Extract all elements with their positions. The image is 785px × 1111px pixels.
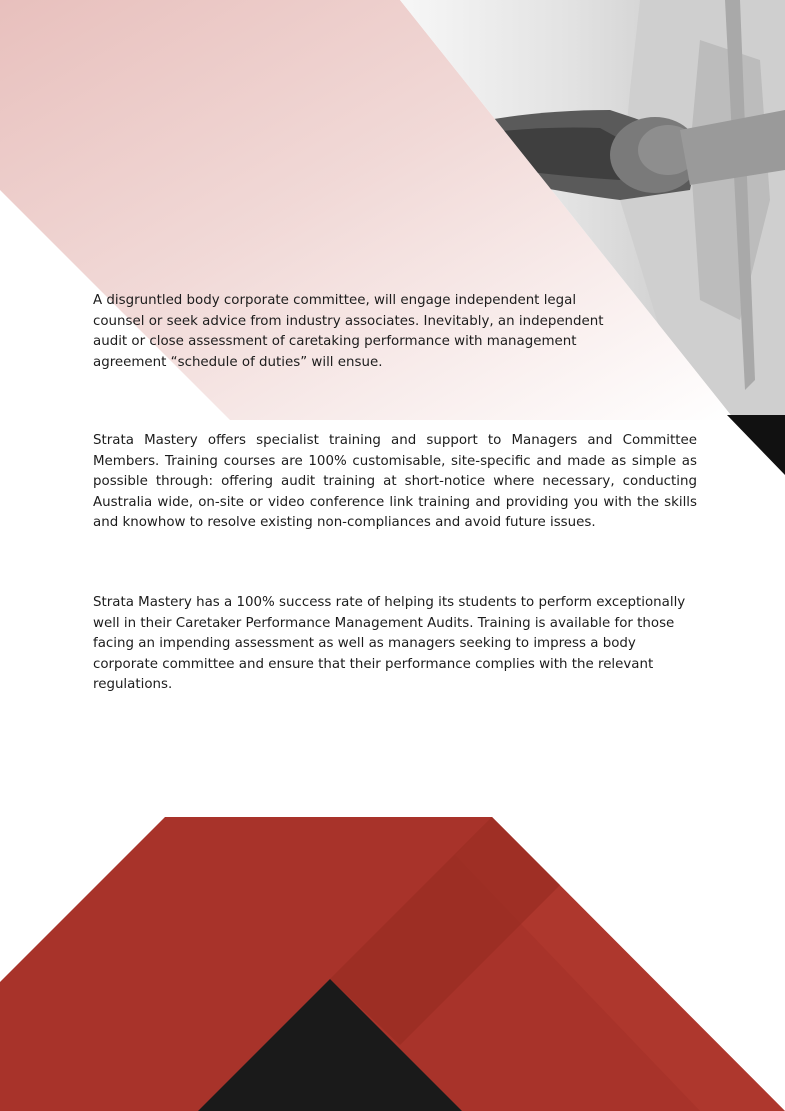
training-paragraph: Strata Mastery offers specialist training and support to Managers and Committee Members. Training courses are 100% customisable, site-specific and made as simple as possible through: offering audit training at short-notice where necessary, conducting Australia wide, on-site or video conference link training and providing you with the skills and knowhow to resolve existing non-compliances and avoid future issues. bbox=[93, 433, 697, 531]
black-corner-triangle bbox=[727, 415, 785, 475]
success-paragraph: Strata Mastery has a 100% success rate of helping its students to perform exceptionally well in their Caretaker Performance Management Audits. Training is available for those facing an impending assessment as well as managers seeking to impress a body corporate committee and ensure that their performance complies with the relevant regulations. bbox=[93, 595, 686, 693]
intro-paragraph: A disgruntled body corporate committee, will engage independent legal counsel or seek advice from industry associates. Inevitably, an independent audit or close assessment of caretaking performance with management agreement “schedule of duties” will ensue. bbox=[93, 293, 604, 370]
